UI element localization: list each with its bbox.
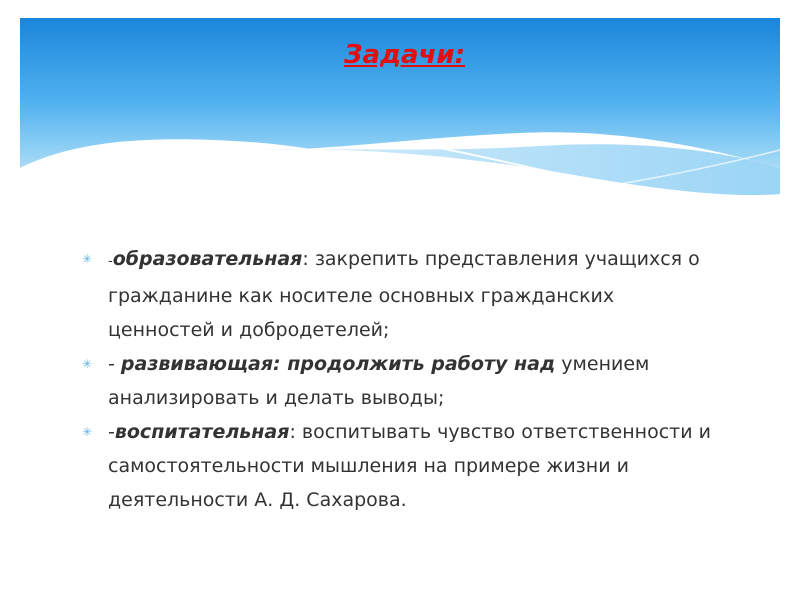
sparkle-icon: ✳ xyxy=(82,357,93,371)
item-text: умением анализировать и делать выводы; xyxy=(108,353,650,409)
item-emphasis: развивающая: продолжить работу над xyxy=(120,353,556,375)
sparkle-icon: ✳ xyxy=(82,252,93,266)
slide-title: Задачи: xyxy=(344,40,466,70)
item-text: : воспитывать чувство ответственности и самостоятельности мышления на примере жизни и деятельности А. Д. Сахарова. xyxy=(108,421,711,511)
task-list xyxy=(80,242,720,517)
item-emphasis: образовательная xyxy=(112,248,303,270)
item-text: : закрепить представления учащихся о гражданине как носителе основных гражданских ценностей и добродетелей; xyxy=(108,248,700,341)
list-item xyxy=(80,347,720,415)
item-prefix: - xyxy=(108,421,115,443)
item-prefix: - xyxy=(108,254,113,269)
list-item xyxy=(80,415,720,517)
item-prefix: - xyxy=(108,353,121,375)
item-emphasis: воспитательная xyxy=(114,421,290,443)
sparkle-icon: ✳ xyxy=(82,425,93,439)
list-item xyxy=(80,242,720,347)
